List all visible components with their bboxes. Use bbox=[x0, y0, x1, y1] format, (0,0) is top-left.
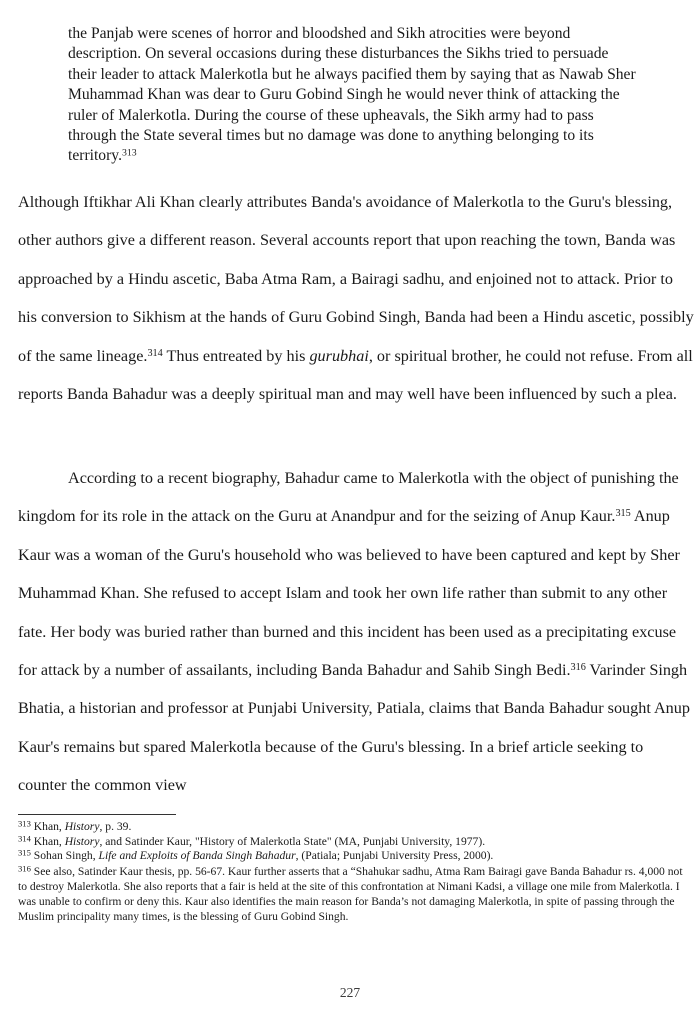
footnote-number: 313 bbox=[18, 818, 31, 829]
text-run: the Panjab were scenes of horror and bloodshed and Sikh atrocities were beyond description. On several occasions during these disturbances the Sikhs tried to persuade their leader to attack Malerkotla but he always pacified them by saying that as Nawab Sher Muhammad Khan was dear to Guru Gobind Singh he would never think of attacking the ruler of Malerkotla. During the course of these upheavals, the Sikh army had to pass through the State several times but no damage was done to anything belonging to its territory. bbox=[68, 25, 636, 165]
footnote-reference: 313 bbox=[121, 147, 137, 159]
text-run: Thus entreated by his bbox=[162, 346, 310, 365]
italic-title: History bbox=[64, 834, 100, 848]
footnote-item bbox=[18, 864, 690, 924]
italic-title: gurubhai bbox=[309, 346, 369, 365]
text-run: , p. 39. bbox=[99, 820, 132, 833]
body-paragraph bbox=[18, 183, 694, 413]
text-run: Varinder Singh Bhatia, a historian and professor at Punjabi University, Patiala, claims that Banda Bahadur sought Anup Kaur's remains but spared Malerkotla because of the Guru's blessing. In a brief article seeking to counter the common view bbox=[18, 661, 690, 795]
text-run: , or spiritual brother, he could not refuse. From all reports Banda Bahadur was a deeply spiritual man and may well have been influenced by such a plea. bbox=[18, 346, 693, 404]
footnote-number: 315 bbox=[18, 847, 31, 858]
footnote-number: 316 bbox=[18, 863, 31, 874]
footnote-item bbox=[18, 849, 690, 864]
text-run: Anup Kaur was a woman of the Guru's household who was believed to have been captured and kept by Sher Muhammad Khan. She refused to accept Islam and took her own life rather than submit to any other fate. Her body was buried rather than burned and this incident has been used as a precipitating excuse for attack by a number of assailants, including Banda Bahadur and Sahib Singh Bedi. bbox=[18, 507, 680, 680]
footnote-item bbox=[18, 832, 690, 850]
text-run: See also, Satinder Kaur thesis, pp. 56-67. Kaur further asserts that a “Shahukar sadhu, Atma Ram Bairagi gave Banda Bahadur rs. 4,000 not to destroy Malerkotla. She also reports that a fair is held at the site of this confrontation at Nimani Kadsi, a village one mile from Malerkotla. I was unable to confirm or deny this. Kaur also identifies the main reason for Banda’s not damaging Malerkotla, in spite of passing through the Muslim principality many times, is the blessing of Guru Gobind Singh. bbox=[18, 864, 683, 923]
footnote-number: 314 bbox=[18, 832, 31, 843]
text-run: Khan, bbox=[30, 834, 65, 848]
text-run: According to a recent biography, Bahadur came to Malerkotla with the object of punishing the kingdom for its role in the attack on the Guru at Anandpur and for the seizing of Anup Kaur. bbox=[18, 469, 679, 526]
footnote-separator-rule bbox=[18, 814, 176, 815]
footnote-reference: 315 bbox=[615, 508, 631, 520]
page-number: 227 bbox=[339, 985, 361, 1000]
italic-title: History bbox=[64, 820, 100, 833]
text-run: Sohan Singh, bbox=[30, 849, 99, 863]
text-run: , and Satinder Kaur, "History of Malerkotla State" (MA, Punjabi University, 1977). bbox=[99, 834, 486, 848]
text-run: Although Iftikhar Ali Khan clearly attributes Banda's avoidance of Malerkotla to the Guru's blessing, other authors give a different reason. Several accounts report that upon reaching the town, Banda was approached by a Hindu ascetic, Baba Atma Ram, a Bairagi sadhu, and enjoined not to attack. Prior to his conversion to Sikhism at the hands of Guru Gobind Singh, Banda had been a Hindu ascetic, possibly of the same lineage. bbox=[18, 193, 694, 365]
footnote-item bbox=[18, 820, 690, 835]
footnote-list bbox=[18, 820, 690, 924]
text-run: , (Patiala; Punjabi University Press, 2000). bbox=[295, 849, 494, 863]
block-quotation bbox=[68, 24, 638, 167]
italic-title: Life and Exploits of Banda Singh Bahadur bbox=[98, 849, 296, 863]
footnote-reference: 316 bbox=[570, 662, 586, 674]
footnote-reference: 314 bbox=[147, 347, 163, 359]
body-paragraph bbox=[18, 459, 694, 805]
text-run: Khan, bbox=[30, 820, 65, 833]
